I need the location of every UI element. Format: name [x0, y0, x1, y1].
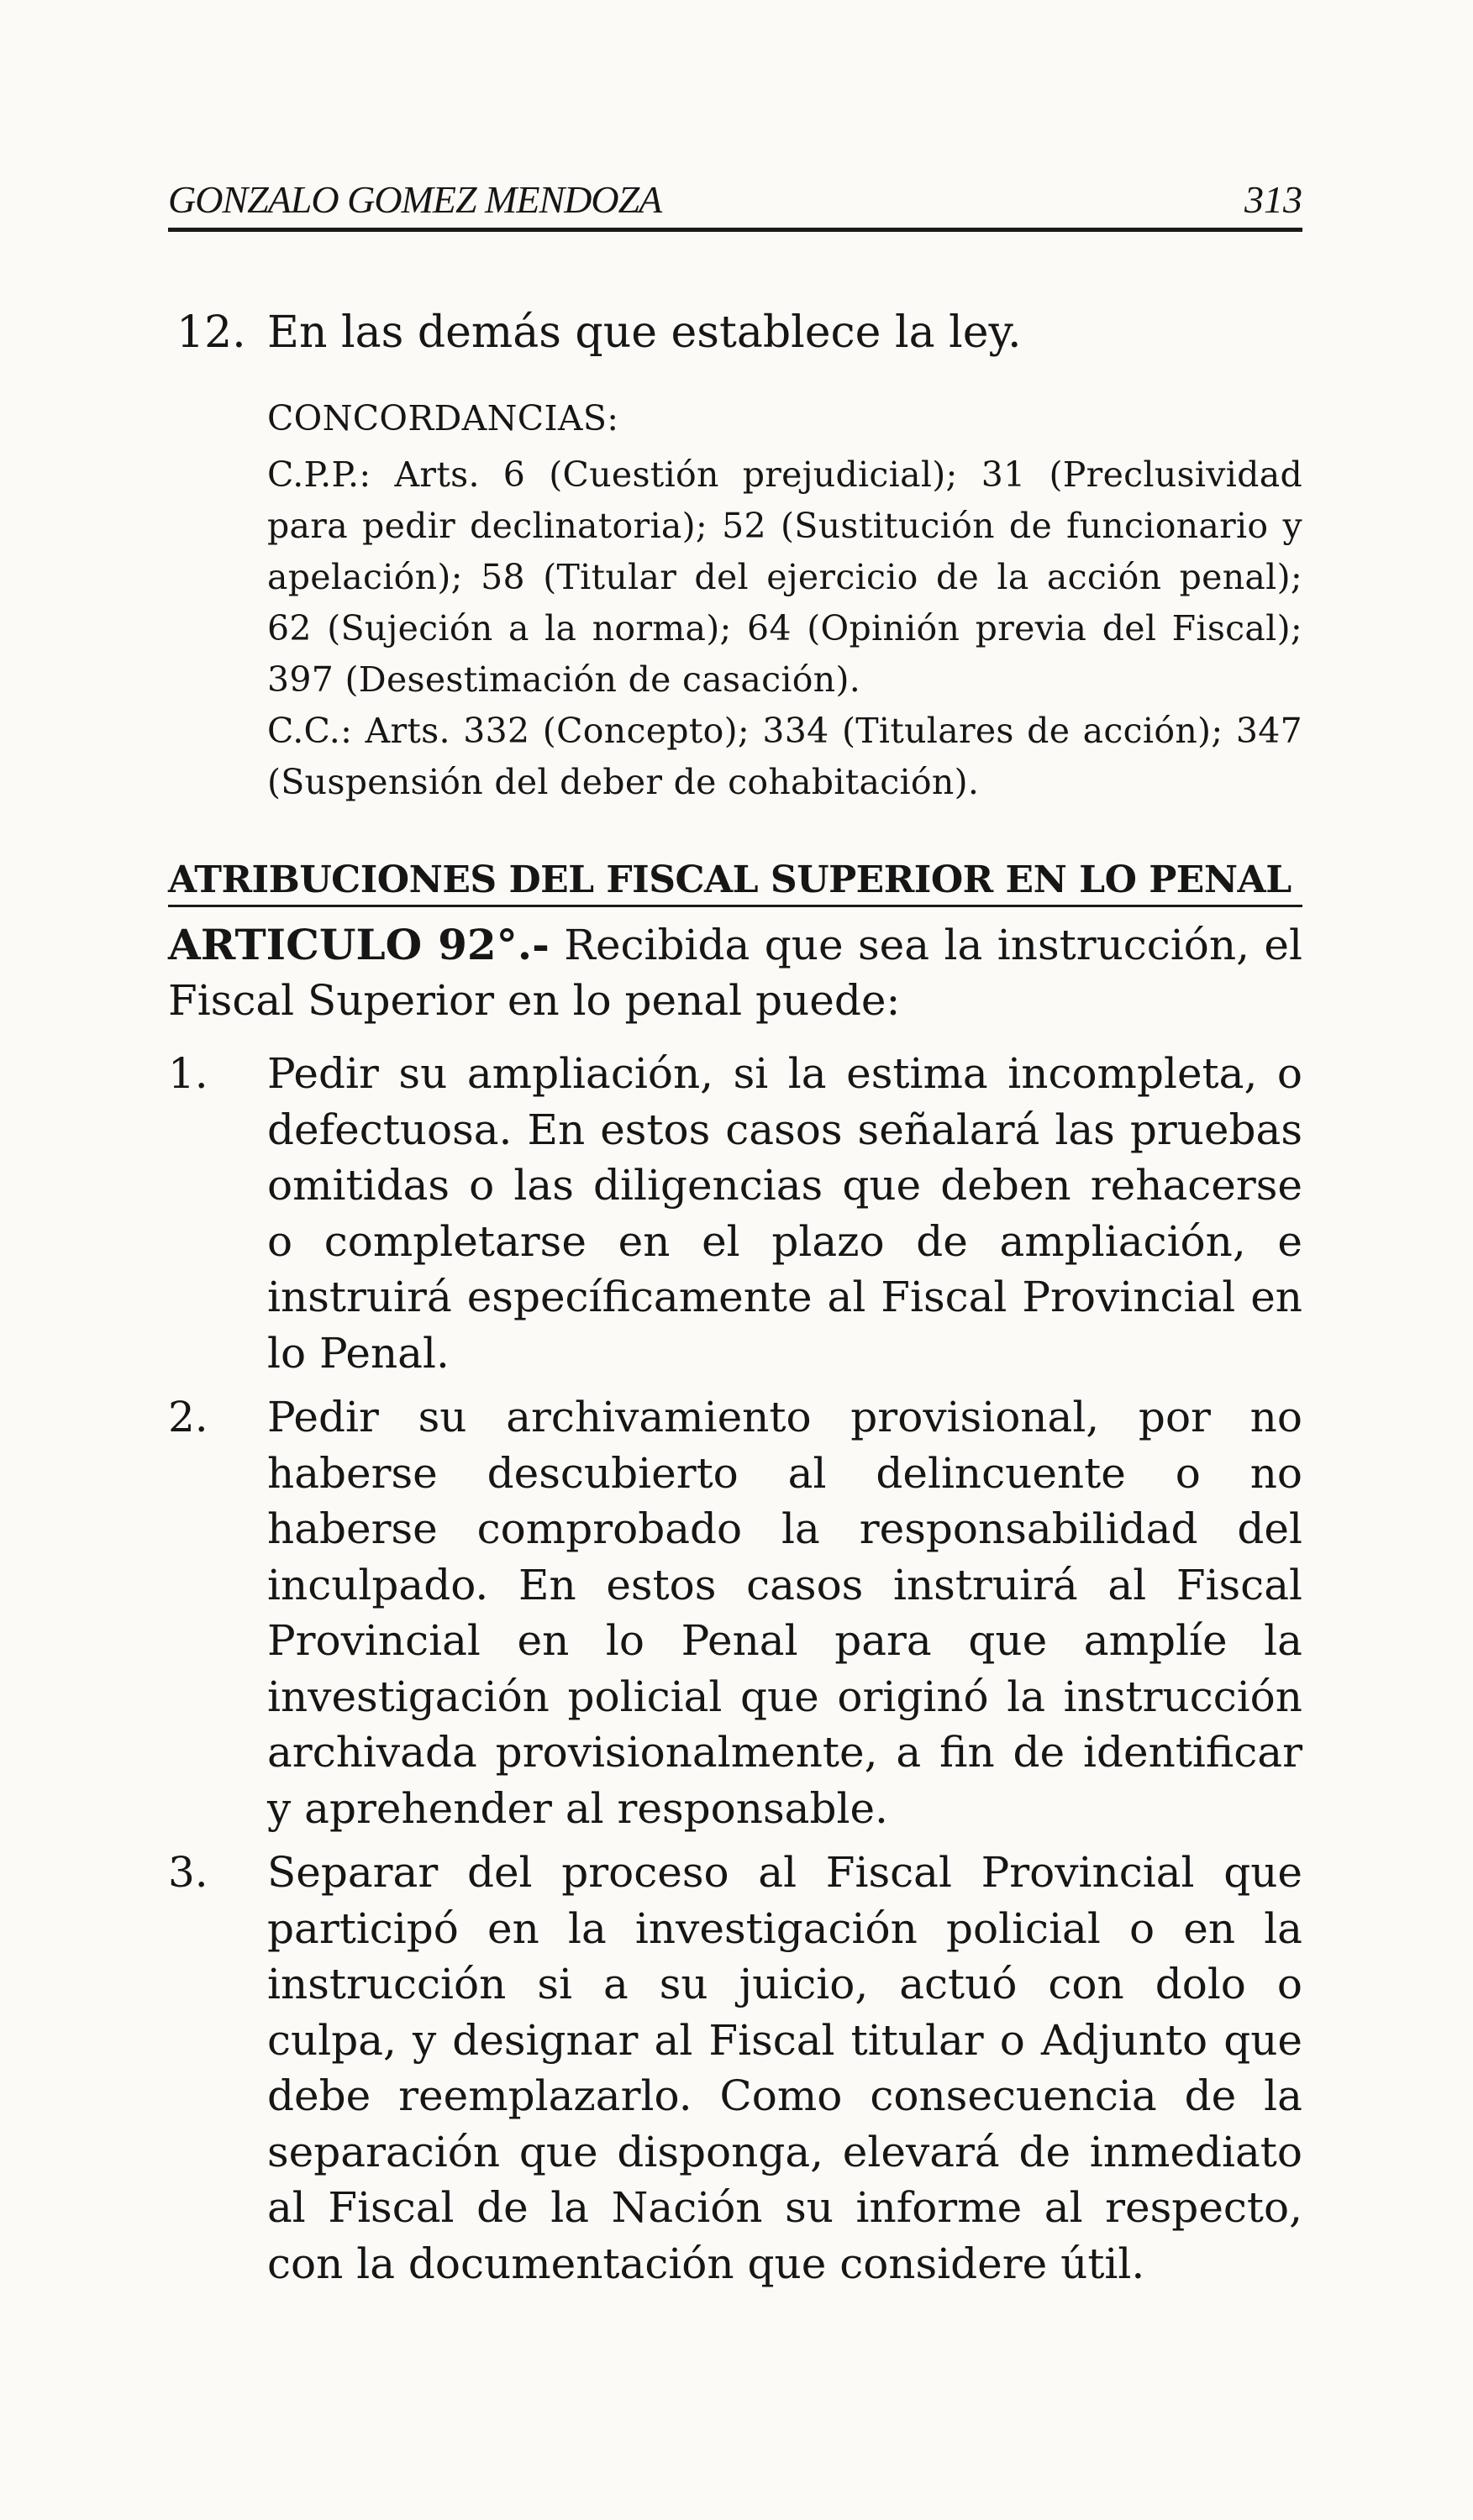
item-number: 1. — [168, 1049, 208, 1098]
concordancias-cpp: C.P.P.: Arts. 6 (Cuestión prejudicial); 31 (Preclusividad para pedir declinatoria); 52 (Sustitución de funcionario y apelación); 58 (Titular del ejercicio de la acción penal); 62 (Sujeción a la norma); 64 (Opinión previa del Fiscal); 397 (Desestimación de casación). — [267, 454, 1302, 700]
item-text: Pedir su archivamiento provisional, por no haberse descubierto al delincuente o no haberse comprobado la responsabilidad del inculpado. En estos casos instruirá al Fiscal Provincial en lo Penal para que amplíe la investigación policial que originó la instrucción archivada provisionalmente, a fin de identificar y aprehender al responsable. — [267, 1393, 1302, 1833]
item-number: 12. — [176, 307, 246, 358]
item-text: Pedir su ampliación, si la estima incompleta, o defectuosa. En estos casos señalará las pruebas omitidas o las diligencias que deben rehacerse o completarse en el plazo de ampliación, e instruirá específicamente al Fiscal Provincial en lo Penal. — [267, 1049, 1302, 1378]
article-label: ARTICULO 92°.- — [168, 920, 550, 969]
running-header — [168, 172, 1302, 232]
section-title: ATRIBUCIONES DEL FISCAL SUPERIOR EN LO PENAL — [168, 858, 1302, 907]
item-text: En las demás que establece la ley. — [267, 307, 1022, 358]
item-number: 3. — [168, 1848, 208, 1897]
list-item — [168, 1046, 1302, 1381]
item-text: Separar del proceso al Fiscal Provincial que participó en la investigación policial o en la instrucción si a su juicio, actuó con dolo o culpa, y designar al Fiscal titular o Adjunto que debe reemplazarlo. Como consecuencia de la separación que disponga, elevará de inmediato al Fiscal de la Nación su informe al respecto, con la documentación que considere útil. — [267, 1848, 1302, 2288]
item-number: 2. — [168, 1393, 208, 1441]
header-author: GONZALO GOMEZ MENDOZA — [168, 178, 662, 221]
concordancias-title: CONCORDANCIAS: — [267, 398, 619, 438]
list-item — [168, 1389, 1302, 1836]
article-text: Recibida que sea la instrucción, el Fiscal Superior en lo penal puede: — [168, 921, 1303, 1025]
list-item — [168, 1845, 1302, 2292]
concordancias-cc: C.C.: Arts. 332 (Concepto); 334 (Titulares de acción); 347 (Suspensión del deber de cohabitación). — [267, 711, 1302, 802]
page-number: 313 — [1244, 178, 1302, 221]
article-intro — [168, 917, 1302, 1028]
concordancias-block — [267, 393, 1302, 808]
article-list — [168, 1046, 1302, 2300]
